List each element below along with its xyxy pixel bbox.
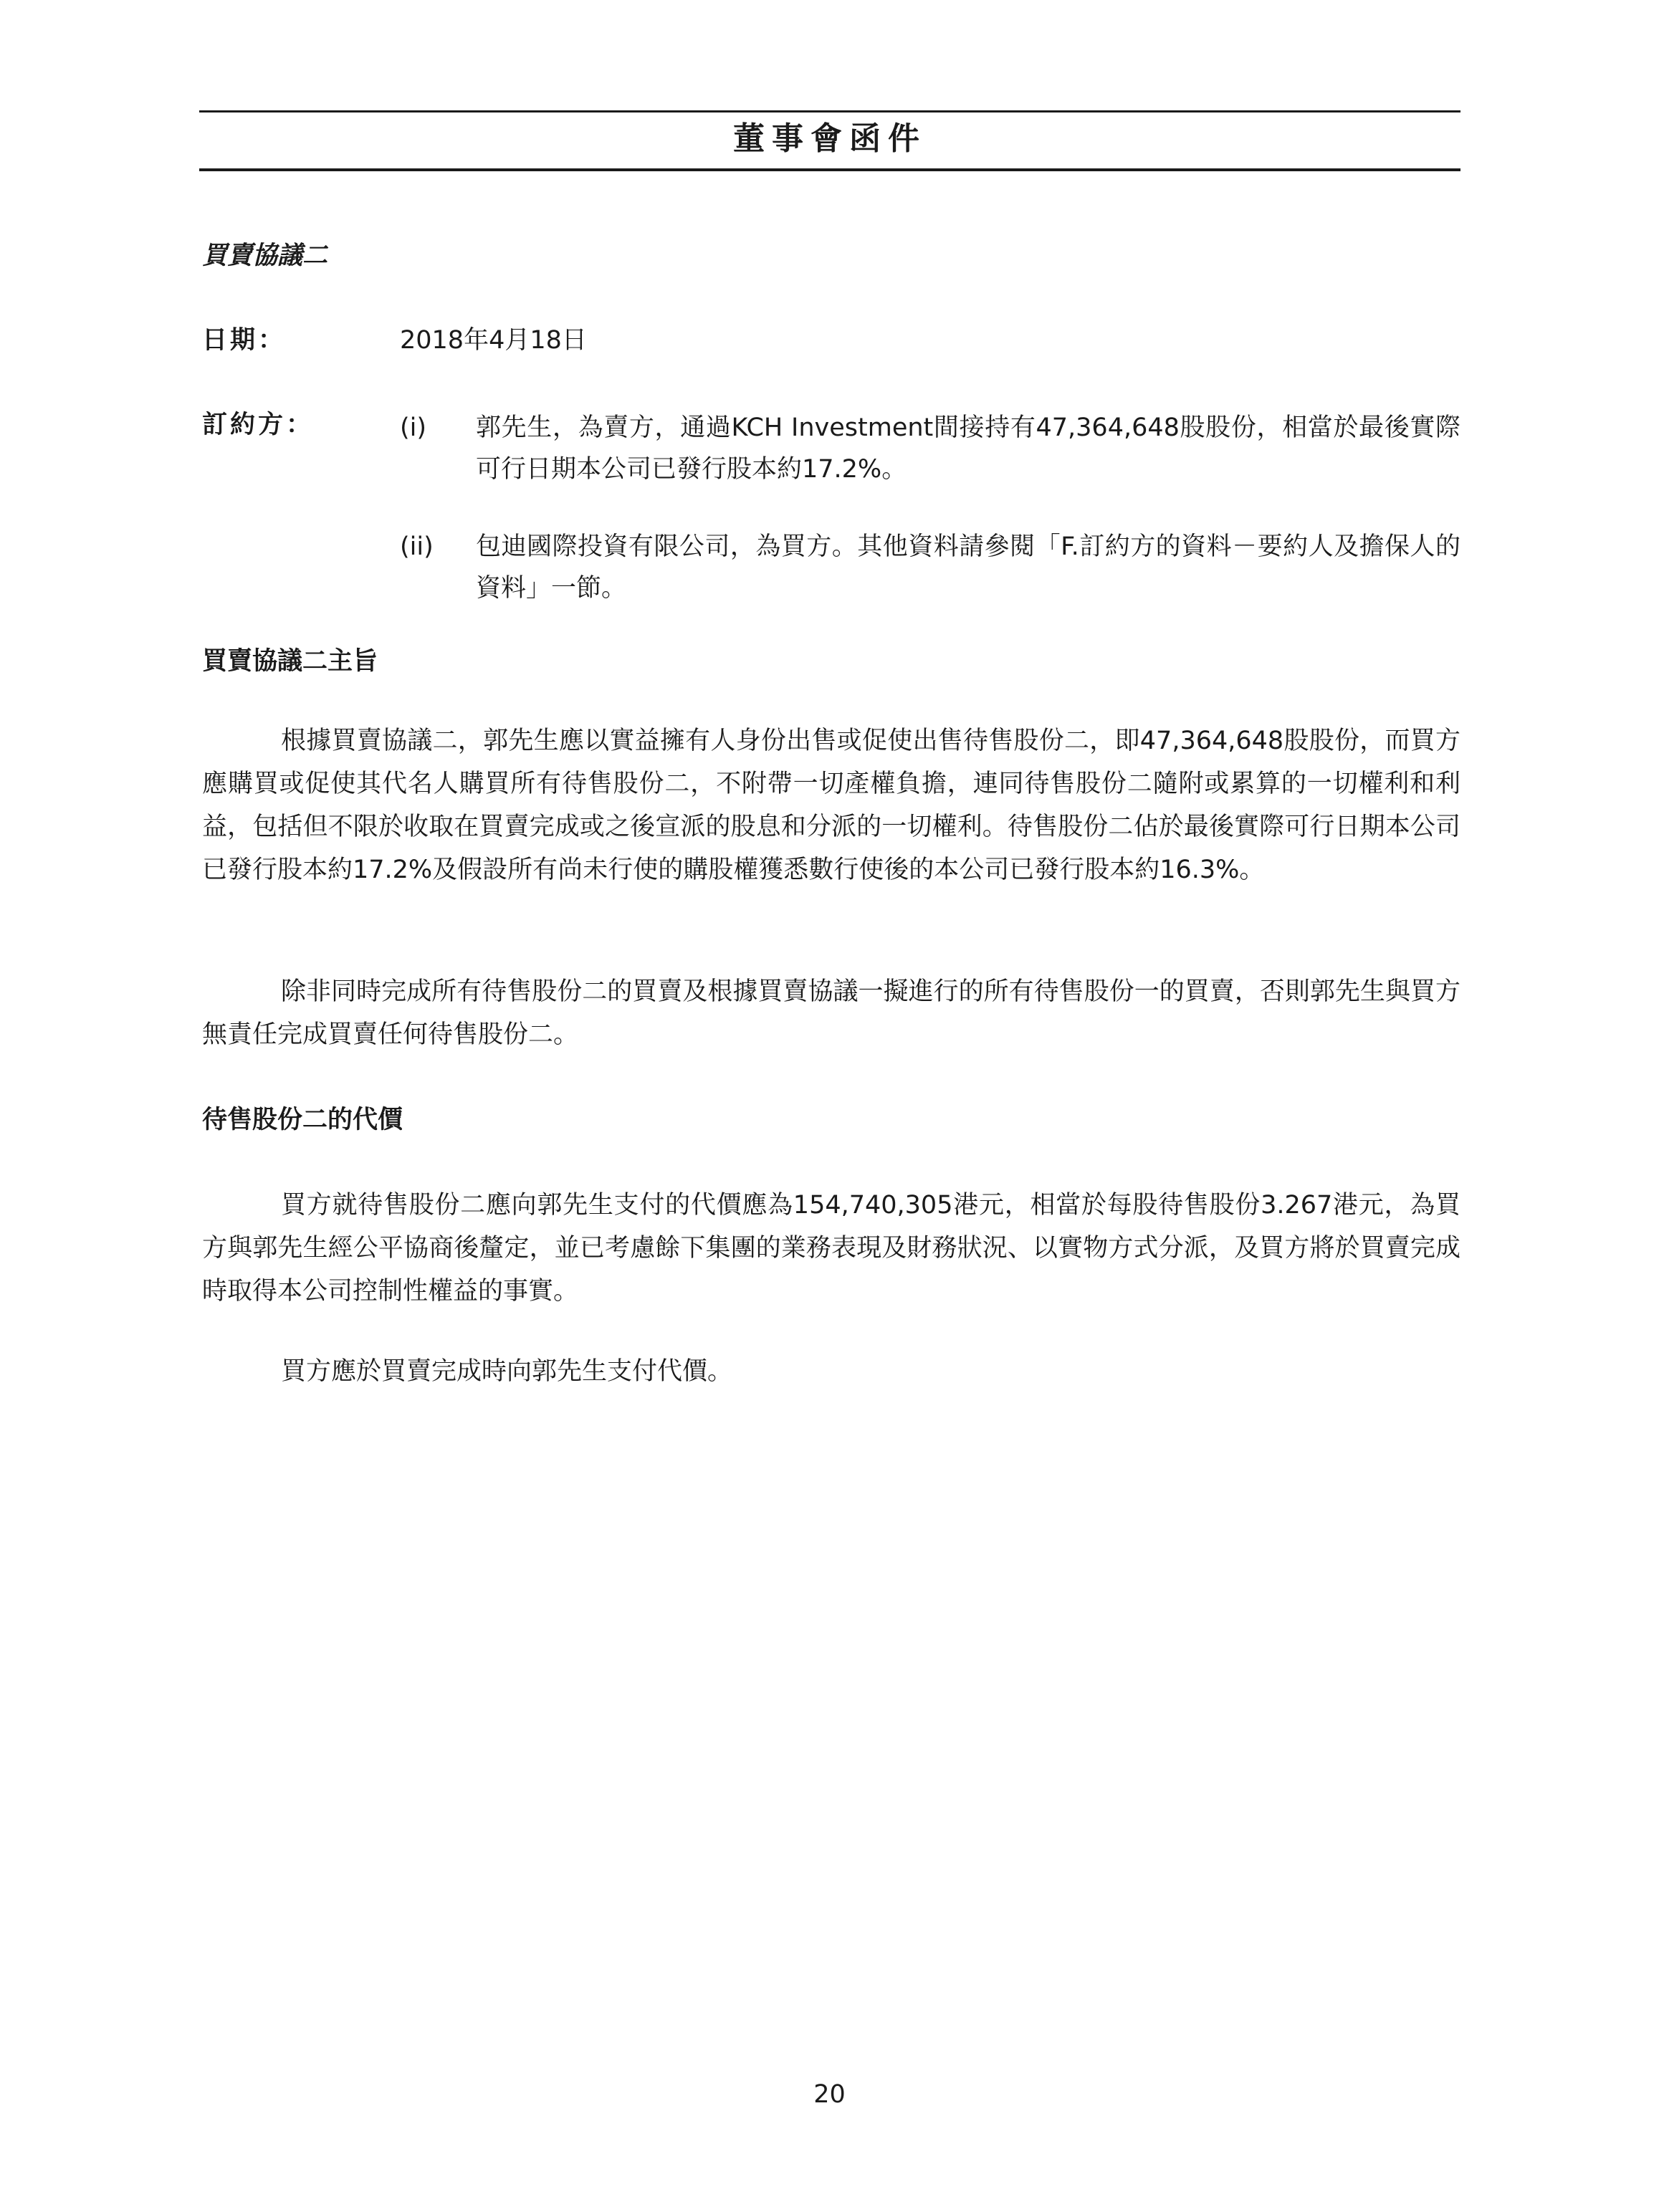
subject-paragraph-1: 根據買賣協議二，郭先生應以實益擁有人身份出售或促使出售待售股份二，即47,364,648股股份，而買方應購買或促使其代名人購買所有待售股份二，不附帶一切產權負擔，連同待售股份二隨附或累算的一切權利和利益，包括但不限於收取在買賣完成或之後宣派的股息和分派的一切權利。待售股份二佔於最後實際可行日期本公司已發行股本約17.2%及假設所有尚未行使的購股權獲悉數行使後的本公司已發行股本約16.3%。 (202, 727, 1460, 884)
date-value: 2018年4月18日 (400, 326, 587, 355)
page-number: 20 (813, 2080, 846, 2109)
party-text-i: 郭先生，為賣方，通過KCH Investment間接持有47,364,648股股份，相當於最後實際可行日期本公司已發行股本約17.2%。 (476, 413, 1460, 484)
parties-label: 訂約方： (202, 411, 315, 439)
party-text-ii: 包迪國際投資有限公司，為買方。其他資料請參閱「F.訂約方的資料－要約人及擔保人的資料」一節。 (476, 532, 1460, 603)
subject-heading: 買賣協議二主旨 (202, 647, 378, 676)
date-label: 日期： (202, 326, 287, 355)
party-marker-ii: (ii) (400, 532, 434, 561)
consideration-paragraph-2: 買方應於買賣完成時向郭先生支付代價。 (281, 1357, 733, 1386)
agreement-heading: 買賣協議二 (202, 241, 328, 270)
consideration-paragraph-1: 買方就待售股份二應向郭先生支付的代價應為154,740,305港元，相當於每股待售股份3.267港元，為買方與郭先生經公平協商後釐定，並已考慮餘下集團的業務表現及財務狀況、以實物方式分派，及買方將於買賣完成時取得本公司控制性權益的事實。 (202, 1191, 1460, 1306)
page-header-title: 董事會函件 (733, 120, 927, 157)
subject-paragraph-2: 除非同時完成所有待售股份二的買賣及根據買賣協議一擬進行的所有待售股份一的買賣，否則郭先生與買方無責任完成買賣任何待售股份二。 (202, 977, 1460, 1049)
header-rule-top (199, 110, 1460, 112)
header-rule-bottom (199, 168, 1460, 171)
party-marker-i: (i) (400, 413, 427, 442)
consideration-heading: 待售股份二的代價 (202, 1106, 403, 1134)
